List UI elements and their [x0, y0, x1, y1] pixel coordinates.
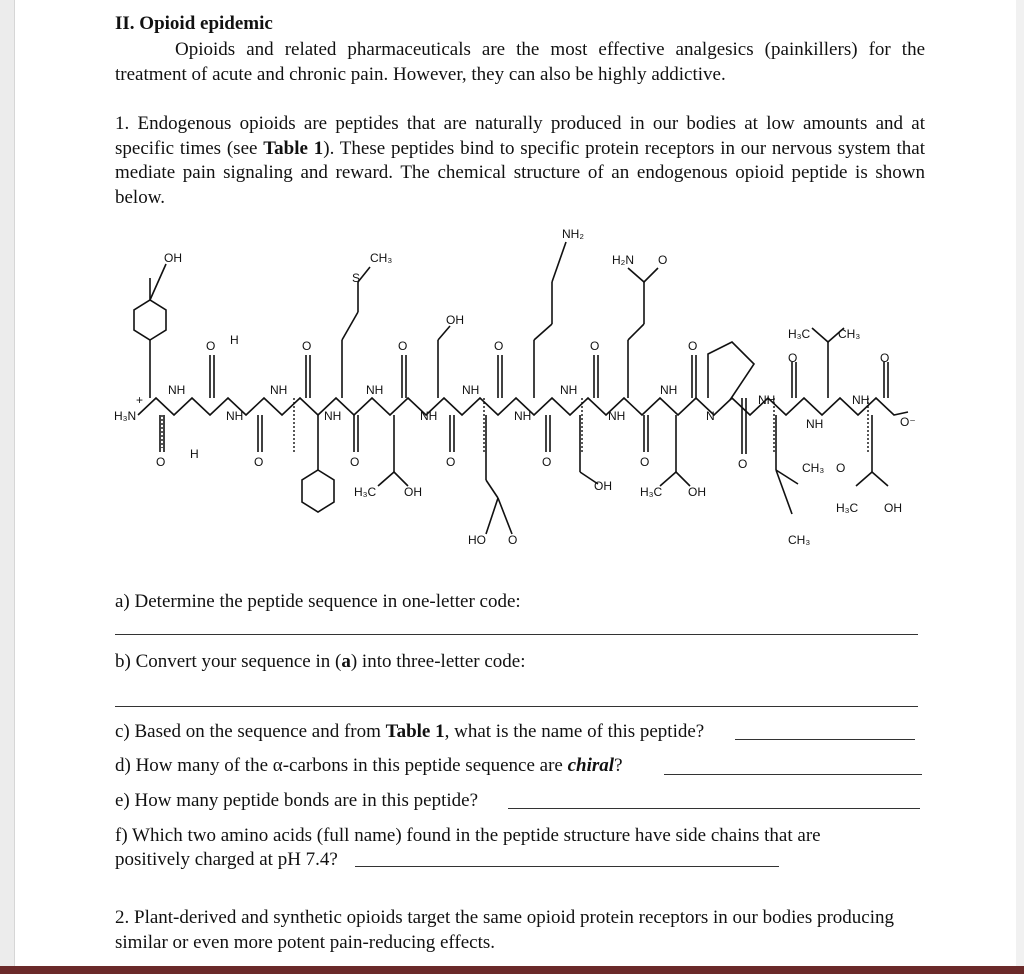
- label-o-1: O: [156, 455, 166, 469]
- label-nh-11: NH: [660, 383, 678, 397]
- label-n-pro: N: [706, 409, 715, 423]
- answer-line-c[interactable]: [735, 739, 915, 740]
- label-thr-oh: OH: [404, 485, 422, 499]
- label-leu-ch3-2: CH₃: [788, 533, 811, 547]
- label-nh-2: NH: [226, 409, 244, 423]
- label-tyr-oh: OH: [164, 251, 182, 265]
- label-o-6: O: [398, 339, 408, 353]
- question-d-text-1: d) How many of the α-carbons in this peptide sequence are: [115, 755, 568, 776]
- question-b: [115, 650, 525, 674]
- answer-line-f[interactable]: [355, 866, 779, 867]
- question-1-paragraph: [115, 112, 925, 210]
- label-lys-nh2: NH₂: [562, 227, 584, 241]
- q1-text-1: 1. Endogenous opioids are peptides that are naturally produced in our bodies at low amounts and at specific times (see: [115, 113, 925, 159]
- answer-line-d[interactable]: [664, 774, 922, 775]
- label-nh-5: NH: [366, 383, 384, 397]
- label-o-5: O: [350, 455, 360, 469]
- label-nh-1: NH: [168, 383, 186, 397]
- question-c-text-1: c) Based on the sequence and from: [115, 721, 386, 742]
- label-o-11: O: [640, 455, 650, 469]
- question-c-text-2: , what is the name of this peptide?: [444, 721, 705, 742]
- question-2-paragraph: 2. Plant-derived and synthetic opioids target the same opioid protein receptors in our bodies producing similar or even more potent pain-reducing effects.: [115, 907, 894, 953]
- label-plus: +: [136, 393, 144, 407]
- answer-line-a[interactable]: [115, 634, 918, 635]
- question-d-bold: chiral: [567, 755, 615, 776]
- page-right-edge: [1016, 0, 1024, 974]
- label-thr2-h3c: H₃C: [640, 485, 663, 499]
- label-nh-10: NH: [608, 409, 626, 423]
- label-gln-h2n: H₂N: [612, 253, 634, 267]
- answer-line-e[interactable]: [508, 808, 920, 809]
- label-thr-h3c: H₃C: [354, 485, 377, 499]
- question-c-bold: Table 1: [385, 721, 445, 742]
- label-val-h3c: H₃C: [788, 327, 811, 341]
- label-gln-o: O: [658, 253, 668, 267]
- label-o-2: O: [206, 339, 216, 353]
- label-ser2-oh: OH: [594, 479, 612, 493]
- label-glu-ho: HO: [468, 533, 486, 547]
- question-f: f) Which two amino acids (full name) found in the peptide structure have side chains that are positively charged at pH 7.4?: [115, 825, 821, 870]
- label-o-13: O: [738, 457, 748, 471]
- label-nh-3: NH: [270, 383, 288, 397]
- label-nh-8: NH: [514, 409, 532, 423]
- peptide-structure-figure: [108, 222, 928, 557]
- question-b-text-2: ) into three-letter code:: [350, 651, 526, 672]
- question-b-bold: a: [341, 651, 351, 672]
- label-thr3-h3c: H₃C: [836, 501, 859, 515]
- label-o-9: O: [542, 455, 552, 469]
- label-glu-o: O: [508, 533, 518, 547]
- label-nh-4: NH: [324, 409, 342, 423]
- label-nh-9: NH: [560, 383, 578, 397]
- label-nh-14: NH: [852, 393, 870, 407]
- label-s: S: [352, 271, 361, 285]
- label-val-ch3: CH₃: [838, 327, 861, 341]
- question-a: a) Determine the peptide sequence in one-letter code:: [115, 591, 521, 612]
- label-nh-6: NH: [420, 409, 438, 423]
- question-d-text-2: ?: [614, 755, 623, 776]
- q1-table-ref: Table 1: [263, 137, 324, 159]
- question-c: [115, 720, 704, 744]
- label-o-7: O: [446, 455, 456, 469]
- label-o-8: O: [494, 339, 504, 353]
- label-o-4: O: [302, 339, 312, 353]
- question-e: e) How many peptide bonds are in this peptide?: [115, 790, 479, 811]
- label-leu-ch3: CH₃: [802, 461, 825, 475]
- label-o-15: O: [836, 461, 846, 475]
- label-o-minus: O⁻: [900, 415, 916, 429]
- label-nh-13: NH: [806, 417, 824, 431]
- label-h-2: H: [190, 447, 199, 461]
- label-h-1: H: [230, 333, 239, 347]
- label-nh-7: NH: [462, 383, 480, 397]
- page-left-edge: [0, 0, 15, 974]
- label-h3n: H₃N: [114, 409, 137, 423]
- section-title: II. Opioid epidemic: [115, 13, 273, 34]
- label-o-14: O: [788, 351, 798, 365]
- label-thr2-oh: OH: [688, 485, 706, 499]
- label-o-16: O: [880, 351, 890, 365]
- question-d: [115, 754, 623, 778]
- question-b-text-1: b) Convert your sequence in (: [115, 651, 342, 672]
- label-o-10: O: [590, 339, 600, 353]
- label-o-12: O: [688, 339, 698, 353]
- intro-paragraph: Opioids and related pharmaceuticals are the most effective analgesics (painkillers) for the treatment of acute and chronic pain. However, they can also be highly addictive.: [115, 39, 925, 85]
- q1-text-2: ). These peptides bind to specific protein receptors in our nervous system that mediate pain signaling and reward. The chemical structure of an endogenous opioid peptide is shown below.: [115, 137, 925, 208]
- label-o-3: O: [254, 455, 264, 469]
- window-bottom-bar: [0, 966, 1024, 974]
- label-nh-12: NH: [758, 393, 776, 407]
- answer-line-b[interactable]: [115, 706, 918, 707]
- label-met-ch3: CH₃: [370, 251, 393, 265]
- peptide-backbone: [134, 242, 908, 534]
- label-ser-oh: OH: [446, 313, 464, 327]
- label-thr3-oh: OH: [884, 501, 902, 515]
